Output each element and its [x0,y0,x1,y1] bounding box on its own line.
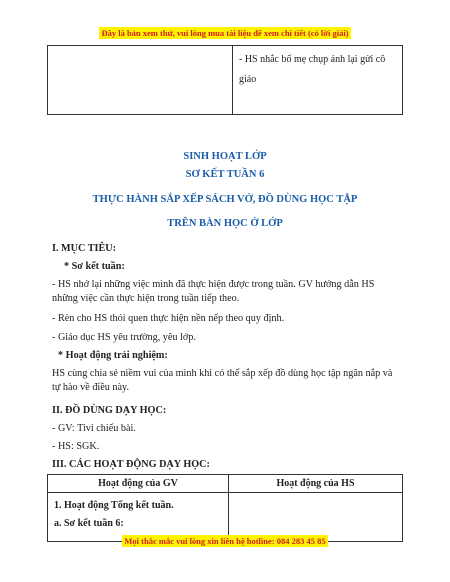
paragraph-gv: - GV: Tivi chiếu bài. [52,423,136,434]
paragraph-hs: - HS: SGK. [52,441,100,452]
title-thuc-hanh: THỰC HÀNH SẮP XẾP SÁCH VỞ, ĐỒ DÙNG HỌC TẬP [92,194,358,205]
hotline-banner [0,536,450,546]
preview-banner [0,28,450,38]
activity-line-1: 1. Hoạt động Tổng kết tuần. [54,500,174,511]
subheading-so-ket-tuan: * Sơ kết tuần: [64,261,125,272]
title-sinh-hoat-lop: SINH HOẠT LỚP [183,151,267,162]
previous-activity-table [47,45,403,115]
subheading-hoat-dong: * Hoạt động trải nghiệm: [58,350,168,361]
paragraph-nho-lai: - HS nhớ lại những việc mình đã thực hiện được trong tuần. GV hướng dẫn HS những việc cần thực hiện trong tuần tiếp theo. [52,279,375,304]
header-gv: Hoạt động của GV [48,475,229,493]
hotline-banner-text: Mọi thắc mắc vui lòng xin liên hệ hotline: 084 283 45 85 [124,536,326,546]
paragraph-giao-duc: - Giáo dục HS yêu trường, yêu lớp. [52,332,196,343]
activity-line-2: a. Sơ kết tuần 6: [54,518,124,529]
title-so-ket-tuan: SƠ KẾT TUẦN 6 [185,169,265,180]
table-cell-empty [48,46,233,115]
paragraph-ren-cho: - Rèn cho HS thói quen thực hiện nền nếp theo quy định. [52,313,285,324]
section-heading-hoat-dong: III. CÁC HOẠT ĐỘNG DẠY HỌC: [52,459,210,470]
section-heading-muc-tieu: I. MỤC TIÊU: [52,243,117,254]
header-hs: Hoạt động của HS [229,475,403,493]
table-cell-hs: - HS nhắc bố mẹ chụp ảnh lại gửi cô giáo [233,46,403,115]
title-tren-ban-hoc: TRÊN BÀN HỌC Ở LỚP [167,218,283,229]
section-heading-do-dung: II. ĐỒ DÙNG DẠY HỌC: [52,405,167,416]
paragraph-chia-se: HS cùng chia sẻ niềm vui của mình khi có thể sắp xếp đồ dùng học tập ngăn nắp và tự hào về điều này. [52,368,393,393]
preview-banner-text: Đây là bản xem thử, vui lòng mua tài liệu để xem chi tiết (có lời giải) [101,28,349,38]
activity-table [47,474,403,542]
